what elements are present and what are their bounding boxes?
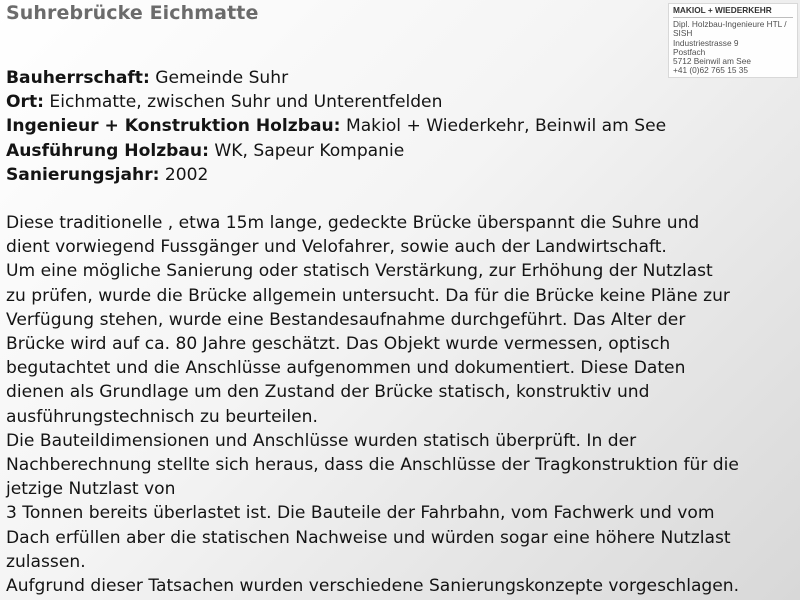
fact-row-ort (6, 90, 796, 114)
fact-value: 2002 (164, 164, 209, 185)
fact-label: Ausführung Holzbau: (6, 140, 209, 161)
fact-row-ausfuehrung (6, 139, 796, 163)
description-line: ausführungstechnisch zu beurteilen. (6, 406, 318, 427)
fact-row-ingenieur (6, 114, 796, 138)
description-line: 3 Tonnen bereits überlastet ist. Die Bauteile der Fahrbahn, vom Fachwerk und vom (6, 503, 715, 524)
description-line: Dach erfüllen aber die statischen Nachweise und würden sogar eine höhere Nutzlast (6, 527, 731, 548)
fact-label: Bauherrschaft: (6, 68, 150, 88)
address-company: MAKIOL + WIEDERKEHR (673, 6, 793, 18)
fact-label: Ingenieur + Konstruktion Holzbau: (6, 116, 341, 137)
project-facts (6, 66, 796, 187)
address-line: 5712 Beinwil am See (673, 56, 751, 67)
description-line: Die Bauteildimensionen und Anschlüsse wurden statisch überprüft. In der (6, 430, 637, 451)
description-line: jetzige Nutzlast von (6, 479, 176, 500)
description-line: dient vorwiegend Fussgänger und Velofahrer, sowie auch der Landwirtschaft. (6, 237, 667, 258)
address-line: Industriestrasse 9 (673, 37, 739, 48)
fact-value: Eichmatte, zwischen Suhr und Unterentfelden (49, 92, 443, 113)
description-line: zulassen. (6, 551, 86, 572)
description-line: Nachberechnung stellte sich heraus, dass die Anschlüsse der Tragkonstruktion für die (6, 455, 739, 476)
address-line: Dipl. Holzbau-Ingenieure HTL / (673, 19, 787, 30)
description-line: Um eine mögliche Sanierung oder statisch Verstärkung, zur Erhöhung der Nutzlast (6, 261, 713, 282)
description-line: Verfügung stehen, wurde eine Bestandesaufnahme durchgeführt. Das Alter der (6, 309, 686, 330)
fact-label: Ort: (6, 92, 44, 113)
fact-row-bauherrschaft (6, 66, 796, 90)
fact-value: Makiol + Wiederkehr, Beinwil am See (345, 116, 667, 137)
description-line: Diese traditionelle , etwa 15m lange, gedeckte Brücke überspannt die Suhre und (6, 213, 700, 233)
address-line: SISH (673, 28, 693, 39)
description-line: Aufgrund dieser Tatsachen wurden verschiedene Sanierungskonzepte vorgeschlagen. (6, 576, 740, 597)
description-line: zu prüfen, wurde die Brücke allgemein untersucht. Da für die Brücke keine Pläne zur (6, 285, 730, 306)
description-line: Brücke wird auf ca. 80 Jahre geschätzt. Das Objekt wurde vermessen, optisch (6, 334, 671, 355)
fact-row-sanierungsjahr (6, 163, 796, 187)
fact-value: Gemeinde Suhr (155, 68, 289, 88)
page-title: Suhrebrücke Eichmatte (6, 2, 259, 24)
description-text (6, 211, 799, 598)
fact-label: Sanierungsjahr: (6, 164, 160, 185)
fact-value: WK, Sapeur Kompanie (214, 140, 405, 161)
description-line: begutachtet und die Anschlüsse aufgenommen und dokumentiert. Diese Daten (6, 358, 686, 379)
description-line: dienen als Grundlage um den Zustand der Brücke statisch, konstruktiv und (6, 382, 650, 403)
address-line: Postfach (673, 46, 706, 57)
address-phone: +41 (0)62 765 15 35 (673, 65, 748, 76)
